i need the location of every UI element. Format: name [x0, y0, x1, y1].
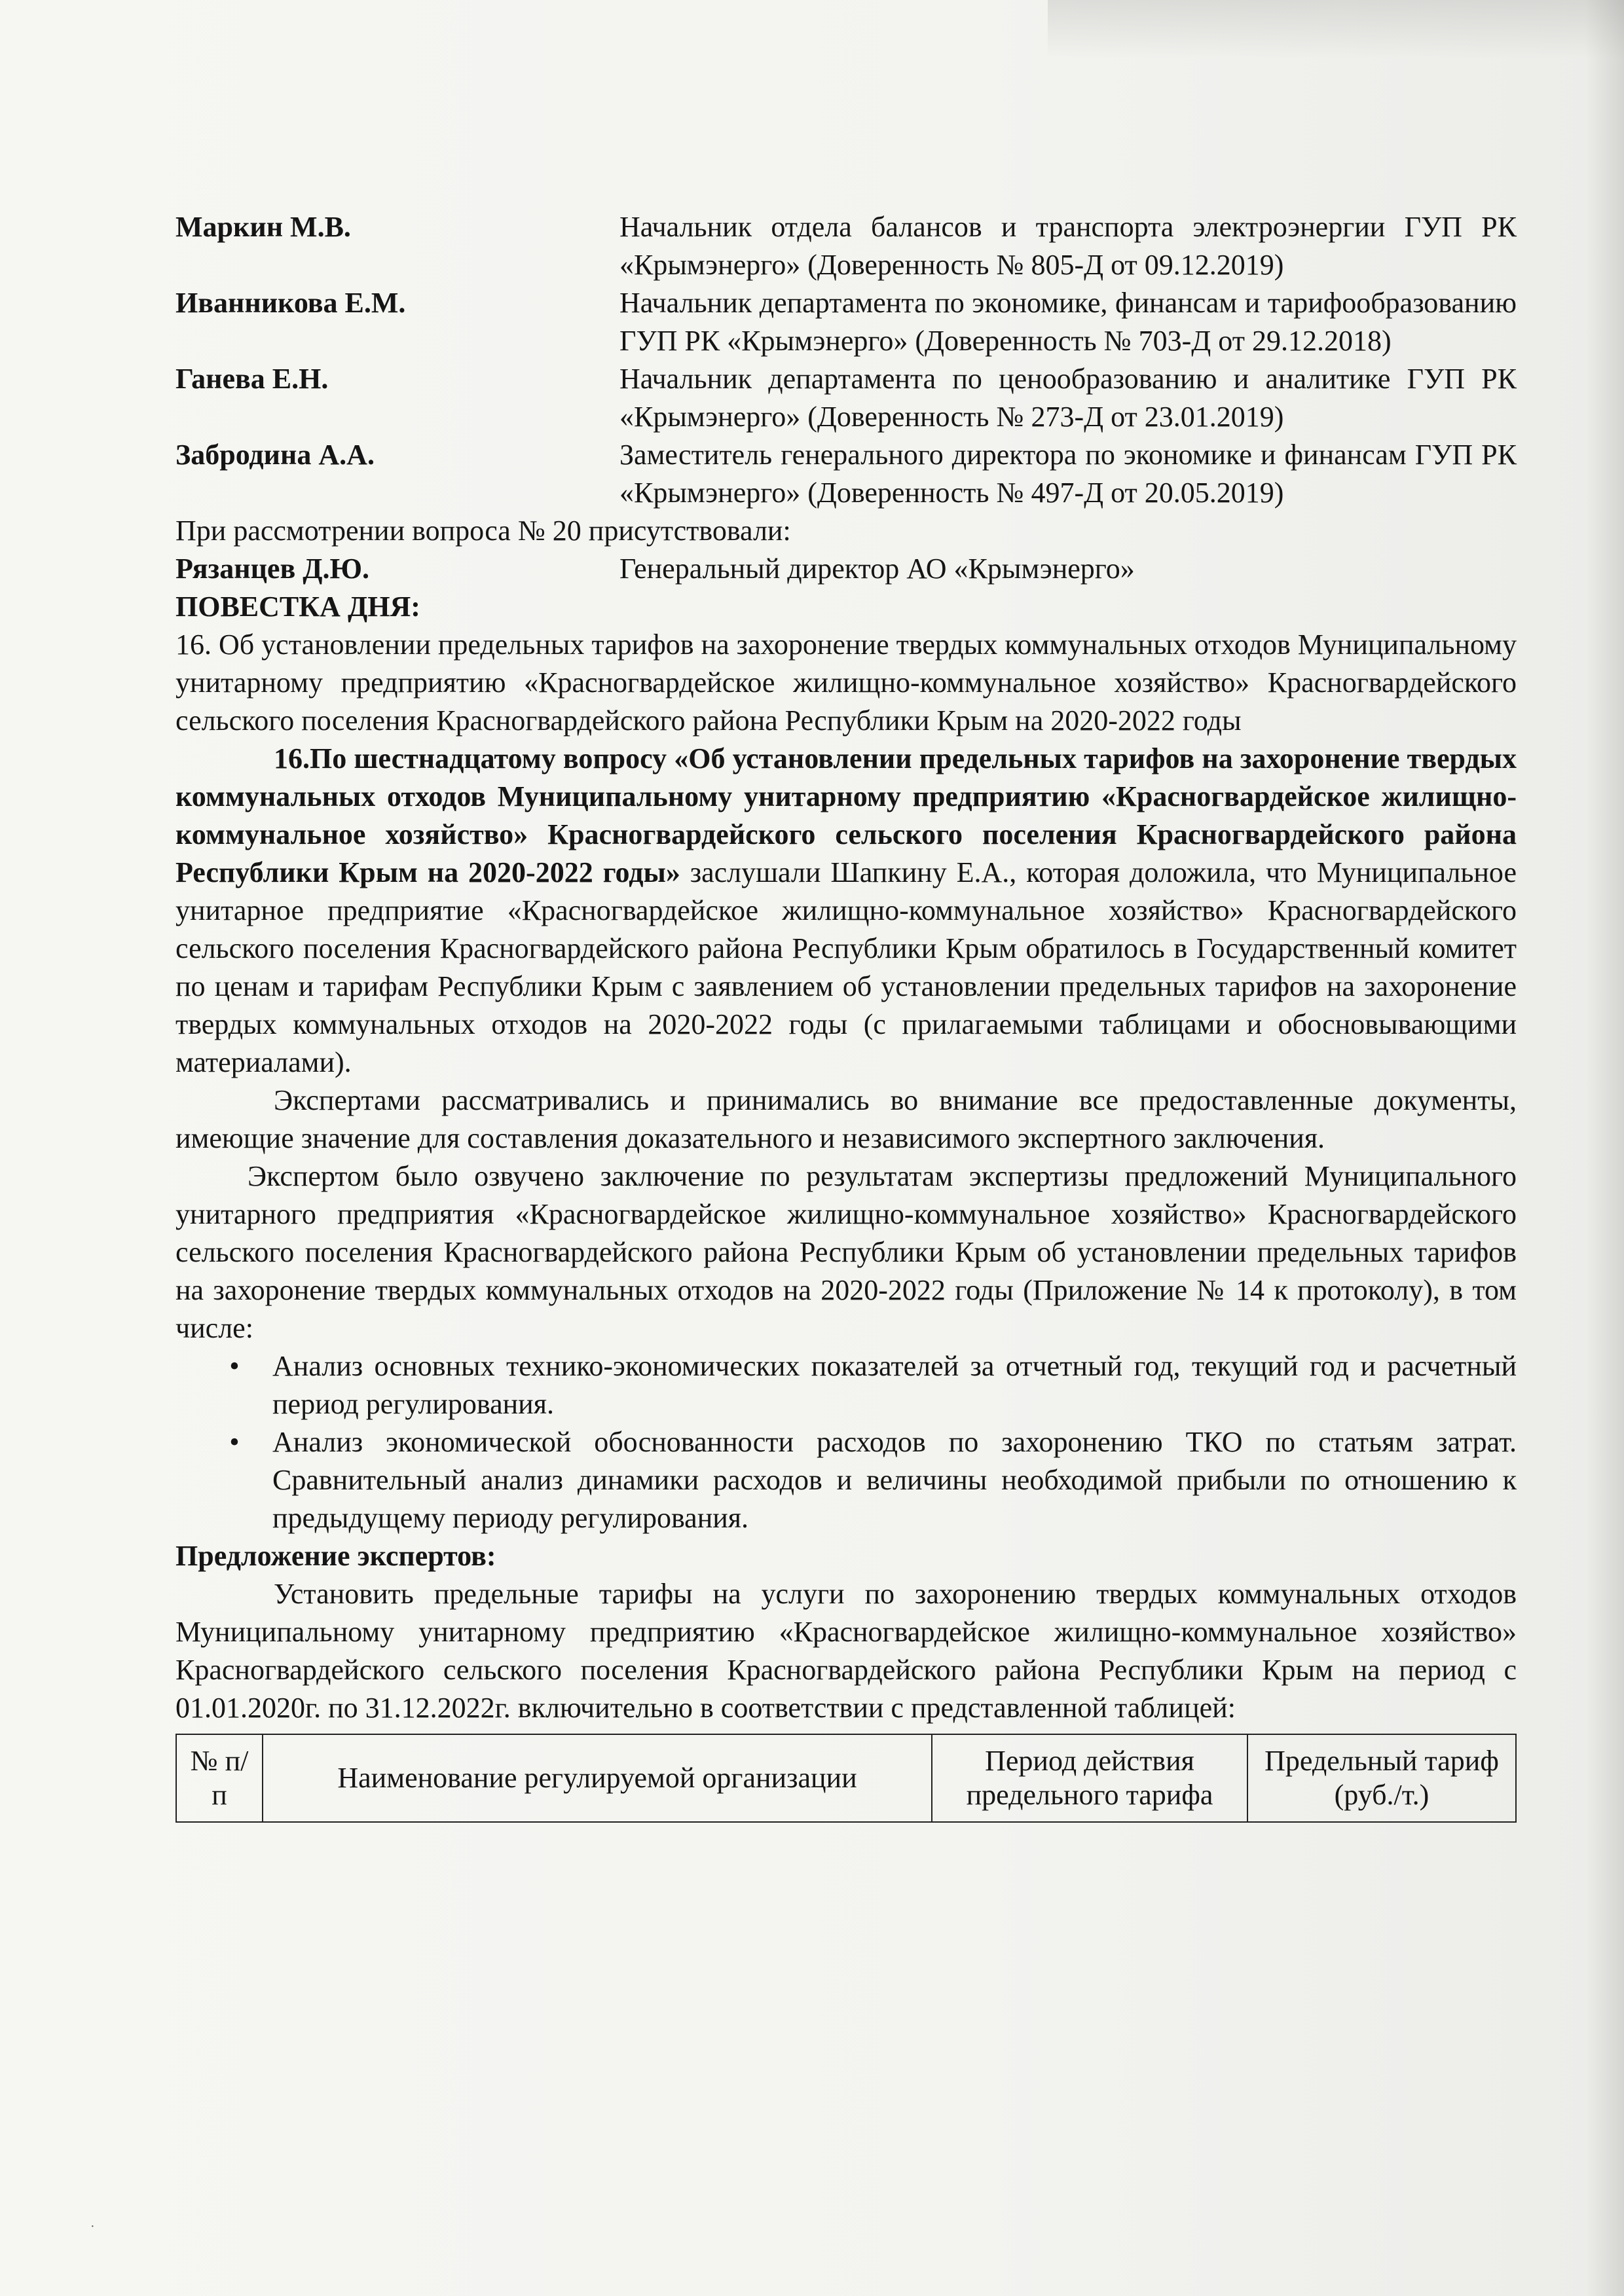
agenda-item: 16. Об установлении предельных тарифов на захоронение твердых коммунальных отходов Муниципальному унитарному предприятию «Красногвардейское жилищно-коммунальное хозяйство» Красногвардейского сельского поселения Красногвардейского района Республики Крым на 2020-2022 годы — [175, 629, 1517, 737]
question20-intro: При рассмотрении вопроса № 20 присутствовали: — [175, 515, 791, 547]
attendees-list — [175, 208, 1517, 512]
table-header-cell: Наименование регулируемой организации — [263, 1734, 932, 1822]
attendee-row — [175, 284, 1517, 360]
table-header-cell: Предельный тариф (руб./т.) — [1247, 1734, 1516, 1822]
list-item — [175, 1347, 1517, 1423]
attendee-name: Забродина А.А. — [175, 439, 375, 471]
attendee-name: Маркин М.В. — [175, 211, 351, 243]
attendee-role: Начальник департамента по экономике, финансам и тарифообразованию ГУП РК «Крымэнерго» (Доверенность № 703-Д от 29.12.2018) — [619, 287, 1517, 357]
discussion-paragraph — [175, 740, 1517, 1082]
attendee-role: Начальник департамента по ценообразованию и аналитике ГУП РК «Крымэнерго» (Доверенность № 273-Д от 23.01.2019) — [619, 363, 1517, 433]
scan-speck: · — [90, 2219, 95, 2234]
table-header-cell: № п/п — [176, 1734, 263, 1822]
attendee-name: Ганева Е.Н. — [175, 363, 329, 395]
discussion-text: заслушали Шапкину Е.А., которая доложила, что Муниципальное унитарное предприятие «Красногвардейское жилищно-коммунальное хозяйство» Красногвардейского сельского поселения Красногвардейского района Республики Крым обратилось в Государственный комитет по ценам и тарифам Республики Крым с заявлением об установлении предельных тарифов на захоронение твердых коммунальных отходов на 2020-2022 годы (с прилагаемыми таблицами и обосновывающими материалами). — [175, 856, 1517, 1078]
proposal-text: Установить предельные тарифы на услуги по захоронению твердых коммунальных отходов Муниципальному унитарному предприятию «Красногвардейское жилищно-коммунальное хозяйство» Красногвардейского сельского поселения Красногвардейского района Республики Крым на период с 01.01.2020г. по 31.12.2022г. включительно в соответствии с представленной таблицей: — [175, 1578, 1517, 1724]
agenda-heading: ПОВЕСТКА ДНЯ: — [175, 591, 420, 623]
attendee-name: Иванникова Е.М. — [175, 287, 406, 319]
attendee-role: Генеральный директор АО «Крымэнерго» — [619, 553, 1135, 585]
scan-edge-shadow — [1585, 0, 1624, 2296]
analysis-list — [175, 1347, 1517, 1537]
experts-paragraph: Экспертами рассматривались и принимались во внимание все предоставленные документы, имеющие значение для составления доказательного и независимого экспертного заключения. — [175, 1084, 1517, 1154]
attendee-row — [175, 436, 1517, 512]
table-header-row — [176, 1734, 1516, 1822]
question20-attendee-row — [175, 550, 1517, 588]
tariff-table — [175, 1734, 1517, 1823]
list-item — [175, 1423, 1517, 1537]
proposal-heading: Предложение экспертов: — [175, 1540, 496, 1572]
table-header-cell: Период действия предельного тарифа — [932, 1734, 1247, 1822]
attendee-role: Заместитель генерального директора по экономике и финансам ГУП РК «Крымэнерго» (Доверенность № 497-Д от 20.05.2019) — [619, 439, 1517, 509]
document-body — [175, 208, 1517, 1823]
list-item-text: Анализ экономической обоснованности расходов по захоронению ТКО по статьям затрат. Сравнительный анализ динамики расходов и величины необходимой прибыли по отношению к предыдущему периоду регулирования. — [272, 1426, 1517, 1534]
attendee-role: Начальник отдела балансов и транспорта электроэнергии ГУП РК «Крымэнерго» (Доверенность № 805-Д от 09.12.2019) — [619, 211, 1517, 281]
scan-smudge — [1048, 0, 1624, 59]
attendee-name: Рязанцев Д.Ю. — [175, 553, 370, 585]
discussion-lead: 16.По шестнадцатому вопросу «Об установлении предельных тарифов на захоронение твердых коммунальных отходов Муниципальному унитарному предприятию «Красногвардейское жилищно-коммунальное хозяйство» Красногвардейского сельского поселения Красногвардейского района Республики Крым на 2020-2022 годы» — [175, 742, 1517, 888]
bullet-icon: • — [229, 1350, 240, 1382]
attendee-row — [175, 360, 1517, 436]
list-item-text: Анализ основных технико-экономических показателей за отчетный год, текущий год и расчетный период регулирования. — [272, 1350, 1517, 1420]
bullet-icon: • — [229, 1426, 240, 1458]
attendee-row — [175, 208, 1517, 284]
conclusion-paragraph: Экспертом было озвучено заключение по результатам экспертизы предложений Муниципального унитарного предприятия «Красногвардейское жилищно-коммунальное хозяйство» Красногвардейского сельского поселения Красногвардейского района Республики Крым об установлении предельных тарифов на захоронение твердых коммунальных отходов на 2020-2022 годы (Приложение № 14 к протоколу), в том числе: — [175, 1160, 1517, 1344]
